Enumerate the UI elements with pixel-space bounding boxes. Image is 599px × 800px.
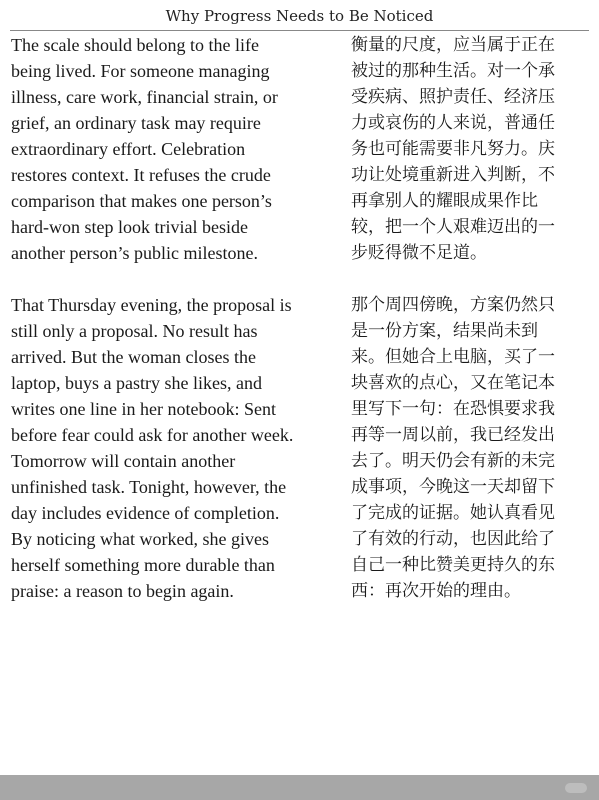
chinese-paragraph-1 [351,32,587,266]
text-line: herself something more durable than [11,555,275,575]
text-line: 再拿别人的耀眼成果作比 [351,191,538,211]
text-line: 再等一周以前，我已经发出 [351,425,555,445]
text-line: 里写下一句：在恐惧要求我 [351,399,555,419]
text-line: being lived. For someone managing [11,61,270,81]
english-paragraph-2 [11,292,336,604]
text-line: 成事项，今晚这一天却留下 [351,477,555,497]
text-line: restores context. It refuses the crude [11,165,271,185]
text-line: 块喜欢的点心，又在笔记本 [351,373,555,393]
text-line: praise: a reason to begin again. [11,581,234,601]
text-line: 去了。明天仍会有新的未完 [351,451,555,471]
text-line: another person’s public milestone. [11,243,258,263]
text-line: day includes evidence of completion. [11,503,280,523]
text-line: writes one line in her notebook: Sent [11,399,276,419]
text-line: By noticing what worked, she gives [11,529,269,549]
text-line: laptop, buys a pastry she likes, and [11,373,262,393]
text-line: 了有效的行动，也因此给了 [351,529,555,549]
text-line: 自己一种比赞美更持久的东 [351,555,555,575]
text-line: unfinished task. Tonight, however, the [11,477,287,497]
text-line: 是一份方案，结果尚未到 [351,321,538,341]
text-line: extraordinary effort. Celebration [11,139,246,159]
text-line: 了完成的证据。她认真看见 [351,503,555,523]
page-title: Why Progress Needs to Be Noticed [165,7,434,25]
text-line: 来。但她合上电脑，买了一 [351,347,555,367]
header-divider [10,30,589,31]
text-line: comparison that makes one person’s [11,191,272,211]
text-line: 那个周四傍晚，方案仍然只 [351,295,555,315]
text-line: Tomorrow will contain another [11,451,236,471]
text-line: 被过的那种生活。对一个承 [351,61,555,81]
text-line: illness, care work, financial strain, or [11,87,278,107]
text-line: That Thursday evening, the proposal is [11,295,292,315]
text-line: before fear could ask for another week. [11,425,294,445]
text-line: 西：再次开始的理由。 [351,581,521,601]
chinese-paragraph-2 [351,292,587,604]
text-line: arrived. But the woman closes the [11,347,256,367]
text-line: 功让处境重新进入判断，不 [351,165,555,185]
chinese-column [351,32,587,604]
text-line: The scale should belong to the life [11,35,259,55]
watermark-logo [565,783,587,793]
text-line: still only a proposal. No result has [11,321,258,341]
text-line: 较，把一个人艰难迈出的一 [351,217,555,237]
text-line: hard-won step look trivial beside [11,217,248,237]
english-column [11,32,336,604]
text-line: 衡量的尺度，应当属于正在 [351,35,555,55]
text-line: 步贬得微不足道。 [351,243,487,263]
english-paragraph-1 [11,32,336,266]
text-line: 受疾病、照护责任、经济压 [351,87,555,107]
text-line: grief, an ordinary task may require [11,113,261,133]
text-line: 务也可能需要非凡努力。庆 [351,139,555,159]
bottom-bar [0,775,599,800]
text-line: 力或哀伤的人来说，普通任 [351,113,555,133]
